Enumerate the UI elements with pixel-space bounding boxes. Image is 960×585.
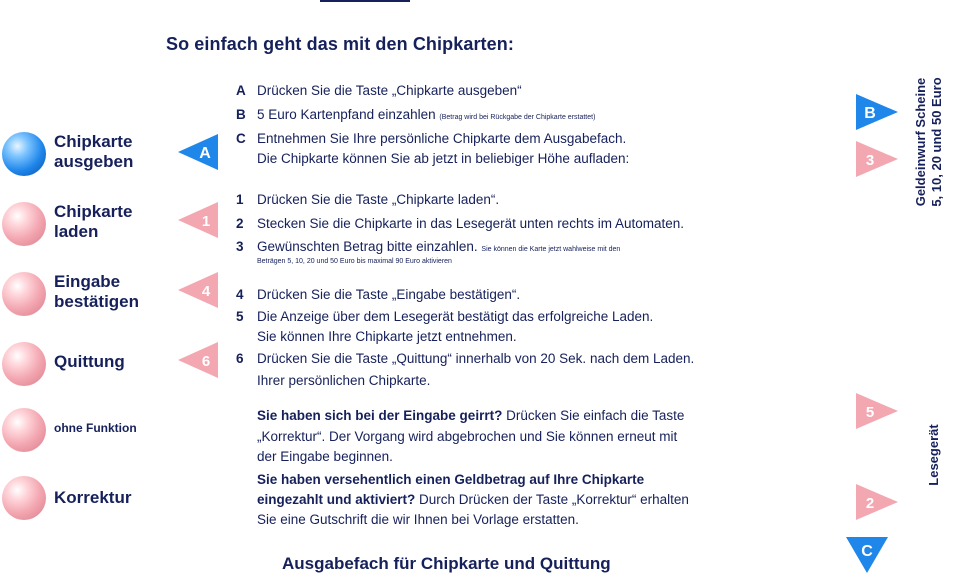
arrow-left-icon <box>178 342 218 378</box>
arrow-letter: C <box>861 543 873 560</box>
step-text: Ihrer persönlichen Chipkarte. <box>257 373 431 388</box>
arrow-letter: 1 <box>201 213 211 230</box>
arrow-letter: 2 <box>865 495 875 512</box>
arrow-letter: 6 <box>201 353 211 370</box>
step-text: Gewünschten Betrag bitte einzahlen. <box>257 239 478 254</box>
arrow-letter: 3 <box>865 152 875 169</box>
button-label: Quittung <box>54 352 125 371</box>
note-question: Sie haben versehentlich einen Geldbetrag auf Ihre Chipkarte <box>257 472 645 487</box>
step-key: 4 <box>236 287 244 302</box>
step-key: 2 <box>236 216 244 231</box>
money-slot-label <box>913 62 953 222</box>
money-slot-line2: 5, 10, 20 und 50 Euro <box>929 77 944 207</box>
button-label: Chipkarte laden <box>54 202 133 241</box>
step-key: 6 <box>236 351 244 366</box>
arrow-left-icon <box>178 202 218 238</box>
arrow-left-icon <box>178 134 218 170</box>
step-key: B <box>236 107 246 122</box>
note-question: eingezahlt und aktiviert? <box>257 492 416 507</box>
step-note: (Betrag wird bei Rückgabe der Chipkarte erstattet) <box>439 114 596 121</box>
top-rule <box>320 0 410 2</box>
button-label: ohne Funktion <box>54 421 137 435</box>
step-text: Sie können Ihre Chipkarte jetzt entnehmen. <box>257 329 517 344</box>
arrow-letter: B <box>864 105 876 122</box>
arrow-letter: 5 <box>865 404 875 421</box>
step-text: Drücken Sie die Taste „Eingabe bestätigen“. <box>257 287 521 302</box>
arrow-left-icon <box>178 272 218 308</box>
arrow-down-icon <box>846 537 888 573</box>
note-question: Sie haben sich bei der Eingabe geirrt? <box>257 408 503 423</box>
button-ball-icon <box>2 272 46 316</box>
step-text: Die Anzeige über dem Lesegerät bestätigt das erfolgreiche Laden. <box>257 309 654 324</box>
arrow-right-icon <box>856 141 898 177</box>
ohne-funktion-button[interactable] <box>2 404 152 452</box>
button-label: Chipkarte ausgeben <box>54 132 134 171</box>
step-text: Drücken Sie die Taste „Quittung“ innerhalb von 20 Sek. nach dem Laden. <box>257 351 695 366</box>
note-refund-line2 <box>257 489 689 510</box>
note-error-line2: „Korrektur“. Der Vorgang wird abgebrochen und Sie können erneut mit <box>257 429 678 444</box>
step-text: Drücken Sie die Taste „Chipkarte laden“. <box>257 192 500 207</box>
arrow-right-icon <box>856 484 898 520</box>
step-text: 5 Euro Kartenpfand einzahlen <box>257 107 436 122</box>
note-text: Drücken Sie einfach die Taste <box>502 408 685 423</box>
button-ball-icon <box>2 202 46 246</box>
step-note: Sie können die Karte jetzt wahlweise mit den <box>481 246 621 253</box>
output-tray-label: Ausgabefach für Chipkarte und Quittung <box>282 554 611 573</box>
button-ball-icon <box>2 342 46 386</box>
step-key: 5 <box>236 309 244 324</box>
money-slot-line1: Geldeinwurf Scheine <box>913 77 928 207</box>
step-key: C <box>236 131 246 146</box>
chipkarte-laden-button[interactable] <box>2 198 152 246</box>
step-key: A <box>236 83 246 98</box>
step-text: Entnehmen Sie Ihre persönliche Chipkarte dem Ausgabefach. <box>257 131 627 146</box>
note-refund-line3: Sie eine Gutschrift die wir Ihnen bei Vorlage erstatten. <box>257 512 579 527</box>
card-reader-label: Lesegerät <box>926 424 941 486</box>
chipkarte-ausgeben-button[interactable] <box>2 128 152 176</box>
arrow-letter: 4 <box>201 283 211 300</box>
page-title: So einfach geht das mit den Chipkarten: <box>166 34 514 54</box>
quittung-button[interactable] <box>2 338 152 386</box>
step-text: Die Chipkarte können Sie ab jetzt in beliebiger Höhe aufladen: <box>257 151 630 166</box>
button-ball-icon <box>2 132 46 176</box>
button-label: Eingabe bestätigen <box>54 272 140 311</box>
step-key: 1 <box>236 192 244 207</box>
step-text: Drücken Sie die Taste „Chipkarte ausgeben“ <box>257 83 522 98</box>
note-error-line1 <box>257 405 684 426</box>
arrow-letter: A <box>199 145 211 162</box>
step-key: 3 <box>236 239 244 254</box>
step-3-note-line2: Beträgen 5, 10, 20 und 50 Euro bis maximal 90 Euro aktivieren <box>257 258 452 265</box>
arrow-right-icon <box>856 94 898 130</box>
note-text: Durch Drücken der Taste „Korrektur“ erhalten <box>415 492 689 507</box>
note-error-line3: der Eingabe beginnen. <box>257 449 393 464</box>
eingabe-bestaetigen-button[interactable] <box>2 268 152 316</box>
korrektur-button[interactable] <box>2 472 152 520</box>
button-ball-icon <box>2 408 46 452</box>
button-label: Korrektur <box>54 488 132 507</box>
arrow-right-icon <box>856 393 898 429</box>
step-text-wrap <box>257 104 595 128</box>
note-refund-line1 <box>257 469 644 490</box>
step-text: Stecken Sie die Chipkarte in das Lesegerät unten rechts im Automaten. <box>257 216 684 231</box>
button-ball-icon <box>2 476 46 520</box>
